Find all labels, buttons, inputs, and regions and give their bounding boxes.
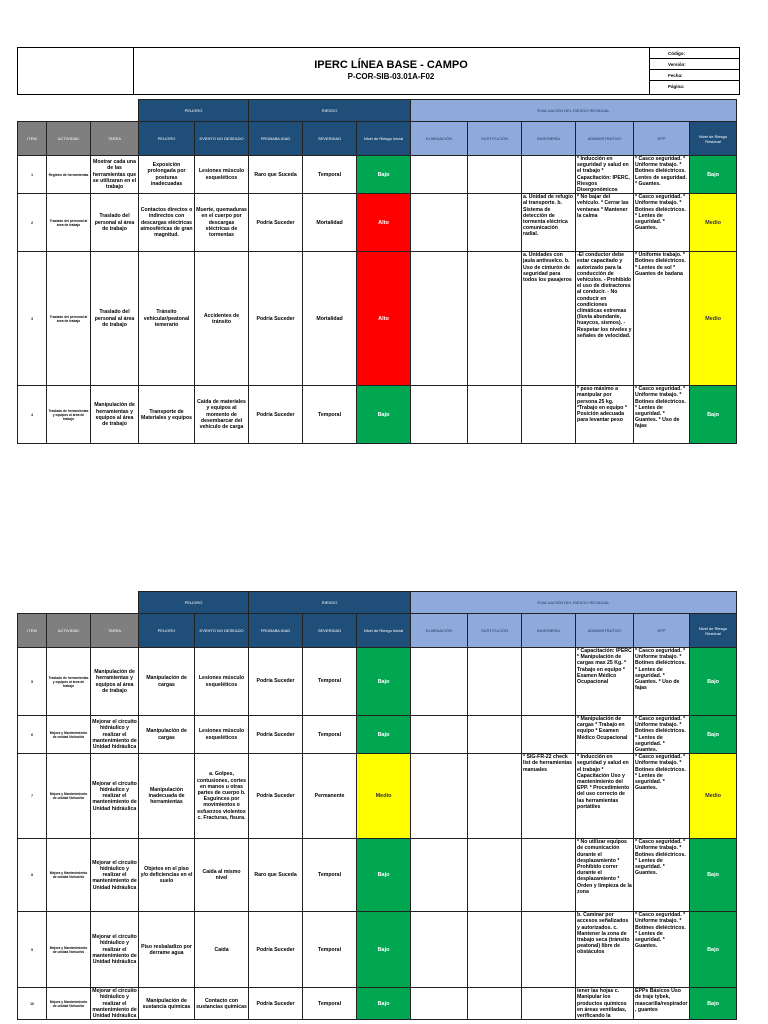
nivel-residual-cell: Bajo <box>690 156 737 194</box>
severidad-cell: Temporal <box>303 648 357 716</box>
epp-cell: * Casco seguridad. * Uniforme trabajo. * Botines dieléctricos. * Lentes de seguridad. * Guantes. <box>634 716 690 754</box>
probabilidad-cell: Raro que Suceda <box>249 156 303 194</box>
ingenieria-cell <box>522 912 576 988</box>
actividad-cell: Mejora y Mantenimiento de unidad Nohuchis <box>47 988 91 1020</box>
meta-fecha: Fecha: <box>650 70 740 81</box>
sustitucion-cell <box>468 716 522 754</box>
col-header-peligro: PELIGRO <box>139 122 195 156</box>
col-header-administrativo: ADMINISTRATIVO <box>576 122 634 156</box>
probabilidad-cell: Podría Suceder <box>249 386 303 444</box>
evento-cell: Lesiones músculo esqueléticos <box>195 156 249 194</box>
actividad-cell: Mejora y Mantenimiento de unidad Nohuchis <box>47 716 91 754</box>
epp-cell: * Casco seguridad. * Uniforme trabajo. * Botines dieléctricos. * Lentes de seguridad. * Guantes. <box>634 754 690 839</box>
evento-cell: Caída <box>195 912 249 988</box>
eliminacion-cell <box>411 386 468 444</box>
group-evaluacion: EVALUACIÓN DEL RIESGO RESIDUAL <box>411 592 737 614</box>
col-header-probabilidad: PROBABILIDAD <box>249 122 303 156</box>
tarea-cell: Manipulación de herramientas y equipos al área de trabajo <box>91 386 139 444</box>
sustitucion-cell <box>468 648 522 716</box>
administrativo-cell: b. Caminar por accesos señalizados y autorizados. c. Mantener la zona de trabajo seca (tránsito peatonal) libre de obstáculos <box>576 912 634 988</box>
column-header-row <box>18 614 737 648</box>
col-header-item: ITEM <box>18 614 47 648</box>
tarea-cell: Mejorar el circuito hidráulico y realizar el mantenimiento de Unidad hidráulica <box>91 754 139 839</box>
col-header-eliminacion: ELIMINACIÓN <box>411 614 468 648</box>
tarea-cell: Mejorar el circuito hidráulico y realizar el mantenimiento de Unidad hidráulica <box>91 839 139 912</box>
group-peligro: PELIGRO <box>139 100 249 122</box>
table-row <box>18 252 737 386</box>
iperc-table-1 <box>17 99 737 444</box>
administrativo-cell: * Inducción en seguridad y salud en el trabajo * Capacitación: IPERC, Riesgos Disergonómicos <box>576 156 634 194</box>
item-cell: 1 <box>18 156 47 194</box>
table-row <box>18 839 737 912</box>
administrativo-cell: * No utilizar equipos de comunicación durante el desplazamiento * Prohibido correr durante el desplazamiento * Orden y limpieza de la zona <box>576 839 634 912</box>
tarea-cell: Manipulación de herramientas y equipos al área de trabajo <box>91 648 139 716</box>
actividad-cell: Traslado de herramientas y equipos al área de trabajo <box>47 386 91 444</box>
blank-corner <box>18 100 139 122</box>
col-header-ingenieria: INGENIERÍA <box>522 122 576 156</box>
epp-cell: EPPs Básicos Uso de traje tybek, mascarilla/respirador , guantes <box>634 988 690 1020</box>
nivel-inicial-cell: Alto <box>357 252 411 386</box>
nivel-inicial-cell: Bajo <box>357 912 411 988</box>
epp-cell: * Uniforme trabajo. * Botines dieléctricos. * Lentes de sol * Guantes de badana <box>634 252 690 386</box>
probabilidad-cell: Podría Suceder <box>249 716 303 754</box>
meta-block <box>650 48 740 94</box>
table-row <box>18 194 737 252</box>
administrativo-cell: tener las hojas c. Manipular los productos químicos en áreas ventiladas, verificando la <box>576 988 634 1020</box>
epp-cell: * Casco seguridad. * Uniforme trabajo. * Botines dieléctricos. Lentes de seguridad. * Guantes. <box>634 156 690 194</box>
evento-cell: Lesiones músculo esqueléticos <box>195 716 249 754</box>
nivel-inicial-cell: Bajo <box>357 386 411 444</box>
group-evaluacion: EVALUACIÓN DEL RIESGO RESIDUAL <box>411 100 737 122</box>
col-header-peligro: PELIGRO <box>139 614 195 648</box>
sustitucion-cell <box>468 754 522 839</box>
sustitucion-cell <box>468 988 522 1020</box>
col-header-sustitucion: SUSTITUCIÓN <box>468 614 522 648</box>
col-header-eliminacion: ELIMINACIÓN <box>411 122 468 156</box>
logo-area <box>18 48 134 94</box>
severidad-cell: Temporal <box>303 386 357 444</box>
peligro-cell: Contactos directos o indirectos con descargas eléctricas atmosféricas de gran magnitud. <box>139 194 195 252</box>
tarea-cell: Traslado del personal al área de trabajo <box>91 252 139 386</box>
administrativo-cell: -El conductor debe estar capacitado y autorizado para la conducción de vehículos. - Prohibido el uso de distractores al conducir. - No conducir en condiciones climáticas extremas (lluvia abundante, huaycos, sismos). - Respetar los niveles y señales de velocidad. <box>576 252 634 386</box>
probabilidad-cell: Podría Suceder <box>249 912 303 988</box>
blank-corner <box>18 592 139 614</box>
item-cell: 10 <box>18 988 47 1020</box>
col-header-administrativo: ADMINISTRATIVO <box>576 614 634 648</box>
ingenieria-cell <box>522 988 576 1020</box>
probabilidad-cell: Podría Suceder <box>249 252 303 386</box>
eliminacion-cell <box>411 988 468 1020</box>
ingenieria-cell <box>522 156 576 194</box>
probabilidad-cell: Raro que Suceda <box>249 839 303 912</box>
col-header-item: ITEM <box>18 122 47 156</box>
table-row <box>18 912 737 988</box>
severidad-cell: Mortalidad <box>303 194 357 252</box>
severidad-cell: Temporal <box>303 988 357 1020</box>
item-cell: 2 <box>18 194 47 252</box>
severidad-cell: Temporal <box>303 839 357 912</box>
col-header-epp: EPP <box>634 614 690 648</box>
col-header-nivel-residual: Nivel de Riesgo Residual <box>690 122 737 156</box>
severidad-cell: Temporal <box>303 716 357 754</box>
evento-cell: a. Golpes, contusiones, cortes en manos u otras partes de cuerpo b. Esguinces por movimientos o esfuerzos violentos c. Fracturas, fisura. <box>195 754 249 839</box>
table-row <box>18 988 737 1020</box>
meta-codigo: Código: <box>650 48 740 59</box>
sustitucion-cell <box>468 912 522 988</box>
meta-pagina: Página: <box>668 84 685 89</box>
nivel-residual-cell: Bajo <box>690 839 737 912</box>
nivel-inicial-cell: Bajo <box>357 648 411 716</box>
group-peligro: PELIGRO <box>139 592 249 614</box>
probabilidad-cell: Podría Suceder <box>249 648 303 716</box>
item-cell: 6 <box>18 716 47 754</box>
document-code: P-COR-SIB-03.01A-F02 <box>347 72 435 81</box>
nivel-inicial-cell: Alto <box>357 194 411 252</box>
table-row <box>18 386 737 444</box>
iperc-table-2 <box>17 591 737 1020</box>
document-title: IPERC LÍNEA BASE - CAMPO <box>314 59 468 71</box>
eliminacion-cell <box>411 252 468 386</box>
actividad-cell: Mejora y Mantenimiento de unidad Nohuchis <box>47 839 91 912</box>
item-cell: 4 <box>18 386 47 444</box>
table-row <box>18 716 737 754</box>
item-cell: 3 <box>18 252 47 386</box>
nivel-inicial-cell: Bajo <box>357 839 411 912</box>
probabilidad-cell: Podría Suceder <box>249 754 303 839</box>
administrativo-cell: * Capacitación: IPERC * Manipulación de cargas max 25 Kg. * Trabajo en equipo * Examen Médico Ocupacional <box>576 648 634 716</box>
col-header-actividad: ACTIVIDAD <box>47 122 91 156</box>
evento-cell: Contacto con sustancias químicas <box>195 988 249 1020</box>
nivel-residual-cell: Bajo <box>690 648 737 716</box>
col-header-ingenieria: INGENIERÍA <box>522 614 576 648</box>
col-header-evento: EVENTO NO DESEADO <box>195 614 249 648</box>
actividad-cell: Traslado de herramientas y equipos al área de trabajo <box>47 648 91 716</box>
administrativo-cell: * No bajar del vehículo. * Cerrar las ventanas * Mantener la calma <box>576 194 634 252</box>
tarea-cell: Mostrar cada una de las herramientas que se utilizaran en el trabajo <box>91 156 139 194</box>
epp-cell: * Casco seguridad. * Uniforme trabajo. * Botines dieléctricos. * Lentes de seguridad. * Guantes. <box>634 839 690 912</box>
item-cell: 8 <box>18 839 47 912</box>
nivel-residual-cell: Medio <box>690 252 737 386</box>
epp-cell: * Casco seguridad. * Uniforme trabajo. * Botines dieléctricos. * Lentes de seguridad. * Guantes. <box>634 912 690 988</box>
sustitucion-cell <box>468 839 522 912</box>
administrativo-cell: * Inducción en seguridad y salud en el trabajo * Capacitación Uso y mantenimiento del EPP. * Procedimiento del uso correcto de las herramientas portátiles <box>576 754 634 839</box>
item-cell: 7 <box>18 754 47 839</box>
epp-cell: * Casco seguridad. * Uniforme trabajo. * Botines dieléctricos. * Lentes de seguridad. * Guantes. * Uso de fajas <box>634 386 690 444</box>
ingenieria-cell <box>522 386 576 444</box>
peligro-cell: Tránsito vehicular/peatonal temerario <box>139 252 195 386</box>
table-row <box>18 648 737 716</box>
group-header-row <box>18 592 737 614</box>
tarea-cell: Mejorar el circuito hidráulico y realizar el mantenimiento de Unidad hidráulica <box>91 912 139 988</box>
actividad-cell: Traslado del personal al área de trabajo <box>47 252 91 386</box>
meta-version: Versión: <box>650 59 740 70</box>
nivel-inicial-cell: Bajo <box>357 716 411 754</box>
sustitucion-cell <box>468 194 522 252</box>
group-riesgo: RIESGO <box>249 100 411 122</box>
nivel-residual-cell: Bajo <box>690 988 737 1020</box>
nivel-residual-cell: Bajo <box>690 386 737 444</box>
nivel-inicial-cell: Bajo <box>357 988 411 1020</box>
col-header-nivel-inicial: Nivel de Riesgo Inicial <box>357 614 411 648</box>
evento-cell: Caída al mismo nivel <box>195 839 249 912</box>
col-header-nivel-residual: Nivel de Riesgo Residual <box>690 614 737 648</box>
peligro-cell: Exposición prolongada por posturas inadecuadas <box>139 156 195 194</box>
eliminacion-cell <box>411 648 468 716</box>
item-cell: 9 <box>18 912 47 988</box>
col-header-probabilidad: PROBABILIDAD <box>249 614 303 648</box>
severidad-cell: Temporal <box>303 912 357 988</box>
sustitucion-cell <box>468 156 522 194</box>
actividad-cell: Mejora y Mantenimiento de unidad Nohuchis <box>47 912 91 988</box>
document-header <box>17 47 740 95</box>
evento-cell: Accidentes de tránsito <box>195 252 249 386</box>
nivel-inicial-cell: Medio <box>357 754 411 839</box>
peligro-cell: Objetos en el piso y/o deficiencias en el suelo <box>139 839 195 912</box>
epp-cell: * Casco seguridad. * Uniforme trabajo. * Botines dieléctricos. * Lentes de seguridad. * Guantes. <box>634 194 690 252</box>
title-block <box>133 48 650 94</box>
actividad-cell: Mejora y Mantenimiento de unidad Nohuchis <box>47 754 91 839</box>
actividad-cell: Traslado del personal al área de trabajo <box>47 194 91 252</box>
severidad-cell: Permanente <box>303 754 357 839</box>
sustitucion-cell <box>468 386 522 444</box>
ingenieria-cell: a. Unidades con jaula antivuelco. b. Uso de cinturón de seguridad para todos los pasajeros <box>522 252 576 386</box>
eliminacion-cell <box>411 194 468 252</box>
actividad-cell: Registro de herramientas <box>47 156 91 194</box>
tarea-cell: Mejorar el circuito hidráulico y realizar el mantenimiento de Unidad hidráulica <box>91 716 139 754</box>
ingenieria-cell: * SIG-FR-22 check list de herramientas manuales <box>522 754 576 839</box>
eliminacion-cell <box>411 839 468 912</box>
tarea-cell: Traslado del personal al área de trabajo <box>91 194 139 252</box>
ingenieria-cell <box>522 839 576 912</box>
table-row <box>18 754 737 839</box>
col-header-nivel-inicial: Nivel de Riesgo Inicial <box>357 122 411 156</box>
evento-cell: Caída de materiales y equipos al momento de desembarcar del vehículo de carga <box>195 386 249 444</box>
probabilidad-cell: Podría Suceder <box>249 194 303 252</box>
col-header-severidad: SEVERIDAD <box>303 614 357 648</box>
group-riesgo: RIESGO <box>249 592 411 614</box>
severidad-cell: Mortalidad <box>303 252 357 386</box>
evento-cell: Lesiones músculo esqueléticos <box>195 648 249 716</box>
col-header-tarea: TAREA <box>91 122 139 156</box>
col-header-epp: EPP <box>634 122 690 156</box>
eliminacion-cell <box>411 754 468 839</box>
column-header-row <box>18 122 737 156</box>
ingenieria-cell <box>522 716 576 754</box>
nivel-residual-cell: Medio <box>690 754 737 839</box>
peligro-cell: Piso resbaladizo por derrame agua <box>139 912 195 988</box>
ingenieria-cell <box>522 648 576 716</box>
probabilidad-cell: Podría Suceder <box>249 988 303 1020</box>
ingenieria-cell: a. Unidad de refugio al transporte. b. Sistema de detección de tormenta eléctrica comunicación radial. <box>522 194 576 252</box>
nivel-residual-cell: Medio <box>690 194 737 252</box>
peligro-cell: Manipulación inadecuada de herramientas <box>139 754 195 839</box>
peligro-cell: Manipulación de cargas <box>139 716 195 754</box>
col-header-sustitucion: SUSTITUCIÓN <box>468 122 522 156</box>
col-header-tarea: TAREA <box>91 614 139 648</box>
nivel-residual-cell: Bajo <box>690 716 737 754</box>
table-row <box>18 156 737 194</box>
eliminacion-cell <box>411 716 468 754</box>
nivel-residual-cell: Bajo <box>690 912 737 988</box>
group-header-row <box>18 100 737 122</box>
col-header-evento: EVENTO NO DESEADO <box>195 122 249 156</box>
peligro-cell: Manipulación de cargas <box>139 648 195 716</box>
item-cell: 5 <box>18 648 47 716</box>
epp-cell: * Casco seguridad. * Uniforme trabajo. * Botines dieléctricos. * Lentes de seguridad. * Guantes. * Uso de fajas <box>634 648 690 716</box>
peligro-cell: Manipulación de sustancia químicas <box>139 988 195 1020</box>
col-header-actividad: ACTIVIDAD <box>47 614 91 648</box>
eliminacion-cell <box>411 156 468 194</box>
sustitucion-cell <box>468 252 522 386</box>
eliminacion-cell <box>411 912 468 988</box>
evento-cell: Muerte, quemaduras en el cuerpo por descargas eléctricas de tormentas <box>195 194 249 252</box>
administrativo-cell: * Manipulación de cargas * Trabajo en equipo * Examen Médico Ocupacional <box>576 716 634 754</box>
administrativo-cell: * peso máximo a manipular por persona 25 kg. *Trabajo en equipo * Posición adecuada para levantar peso <box>576 386 634 444</box>
peligro-cell: Transporte de Materiales y equipos <box>139 386 195 444</box>
col-header-severidad: SEVERIDAD <box>303 122 357 156</box>
tarea-cell: Mejorar el circuito hidráulico y realizar el mantenimiento de Unidad hidráulica <box>92 988 137 1020</box>
nivel-inicial-cell: Bajo <box>357 156 411 194</box>
severidad-cell: Temporal <box>303 156 357 194</box>
